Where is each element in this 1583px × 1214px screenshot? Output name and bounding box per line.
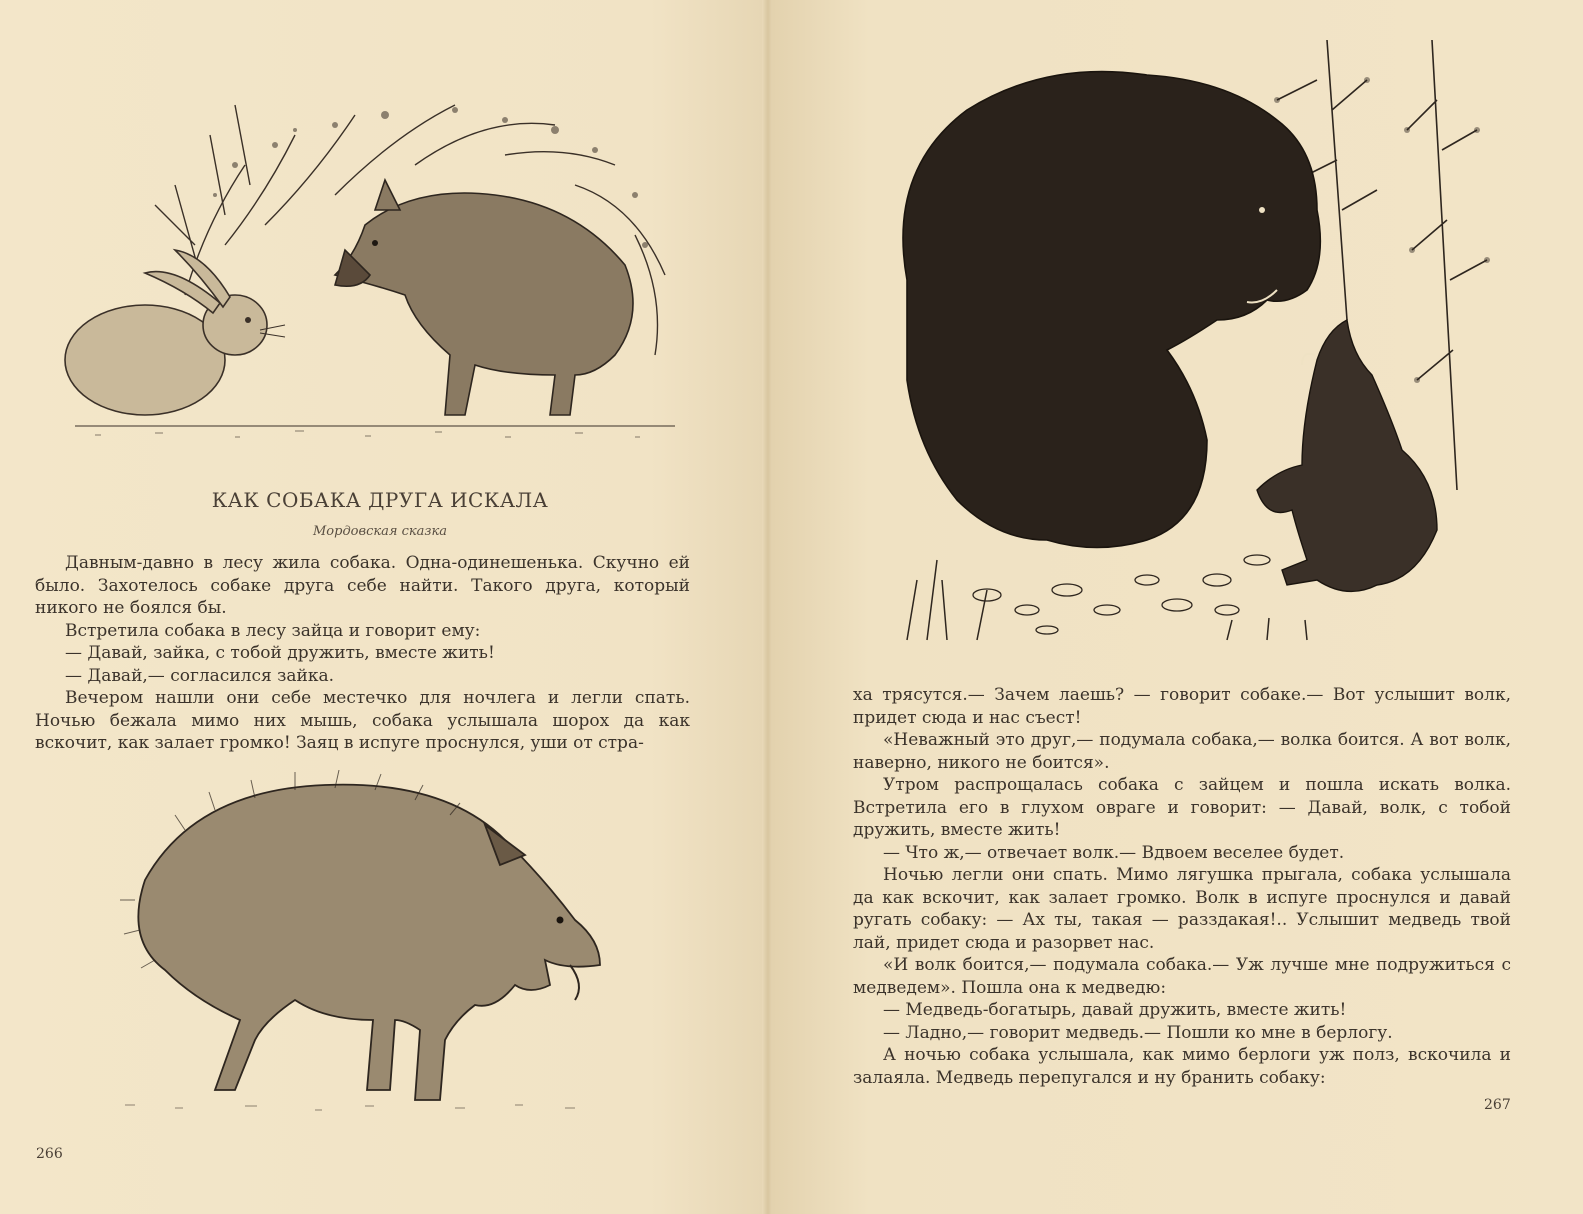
paragraph: А ночью собака услышала, как мимо берлоги уж полз, вскочила и залаяла. Медведь перепугался и ну бранить собаку: [853, 1045, 1511, 1088]
bear-and-dog-illustration [847, 20, 1507, 650]
paragraph: — Что ж,— отвечает волк.— Вдвоем веселее будет. [883, 842, 1345, 863]
paragraph: Встретила собака в лесу зайца и говорит ему: [65, 620, 481, 641]
paragraph: Вечером нашли они себе местечко для ночлега и легли спать. Ночью бежала мимо них мышь, собака услышала шорох да как вскочит, как залает громко! Заяц в испуге проснулся, уши от стра- [35, 688, 690, 753]
paragraph: «И волк боится,— подумала собака.— Уж лучше мне подружиться с медведем». Пошла она к медведю: [853, 955, 1511, 998]
page-number: 266 [36, 1146, 63, 1162]
left-page-text [35, 552, 690, 755]
paragraph: — Медведь-богатырь, давай дружить, вместе жить! [883, 1000, 1347, 1020]
paragraph: — Ладно,— говорит медведь.— Пошли ко мне в берлогу. [883, 1022, 1393, 1043]
paragraph: ха трясутся.— Зачем лаешь? — говорит собаке.— Вот услышит волк, придет сюда и нас съест! [853, 685, 1511, 728]
story-subtitle: Мордовская сказка [312, 524, 448, 539]
right-page-text [853, 684, 1511, 1089]
page-number: 267 [1484, 1097, 1511, 1113]
left-page [0, 0, 765, 1214]
barking-wolf-illustration [105, 770, 625, 1130]
hare-and-dog-illustration [35, 75, 685, 455]
right-page [772, 0, 1583, 1214]
story-title: КАК СОБАКА ДРУГА ИСКАЛА [211, 488, 549, 512]
paragraph: — Давай,— согласился зайка. [65, 665, 335, 686]
paragraph: Давным-давно в лесу жила собака. Одна-одинешенька. Скучно ей было. Захотелось собаке друга себе найти. Такого друга, который никого не боялся бы. [35, 553, 690, 618]
paragraph: Утром распрощалась собака с зайцем и пошла искать волка. Встретила его в глухом овраге и говорит: — Давай, волк, с тобой дружить, вместе жить! [853, 775, 1511, 840]
paragraph: Ночью легли они спать. Мимо лягушка прыгала, собака услышала да как вскочит, как залает громко. Волк в испуге проснулся и давай ругать собаку: — Ах ты, такая — разздакая!.. Услышит медведь твой лай, придет сюда и разорвет нас. [853, 865, 1511, 953]
paragraph: — Давай, зайка, с тобой дружить, вместе жить! [65, 643, 495, 663]
paragraph: «Неважный это друг,— подумала собака,— волка боится. А вот волк, наверно, никого не боится». [853, 730, 1511, 773]
